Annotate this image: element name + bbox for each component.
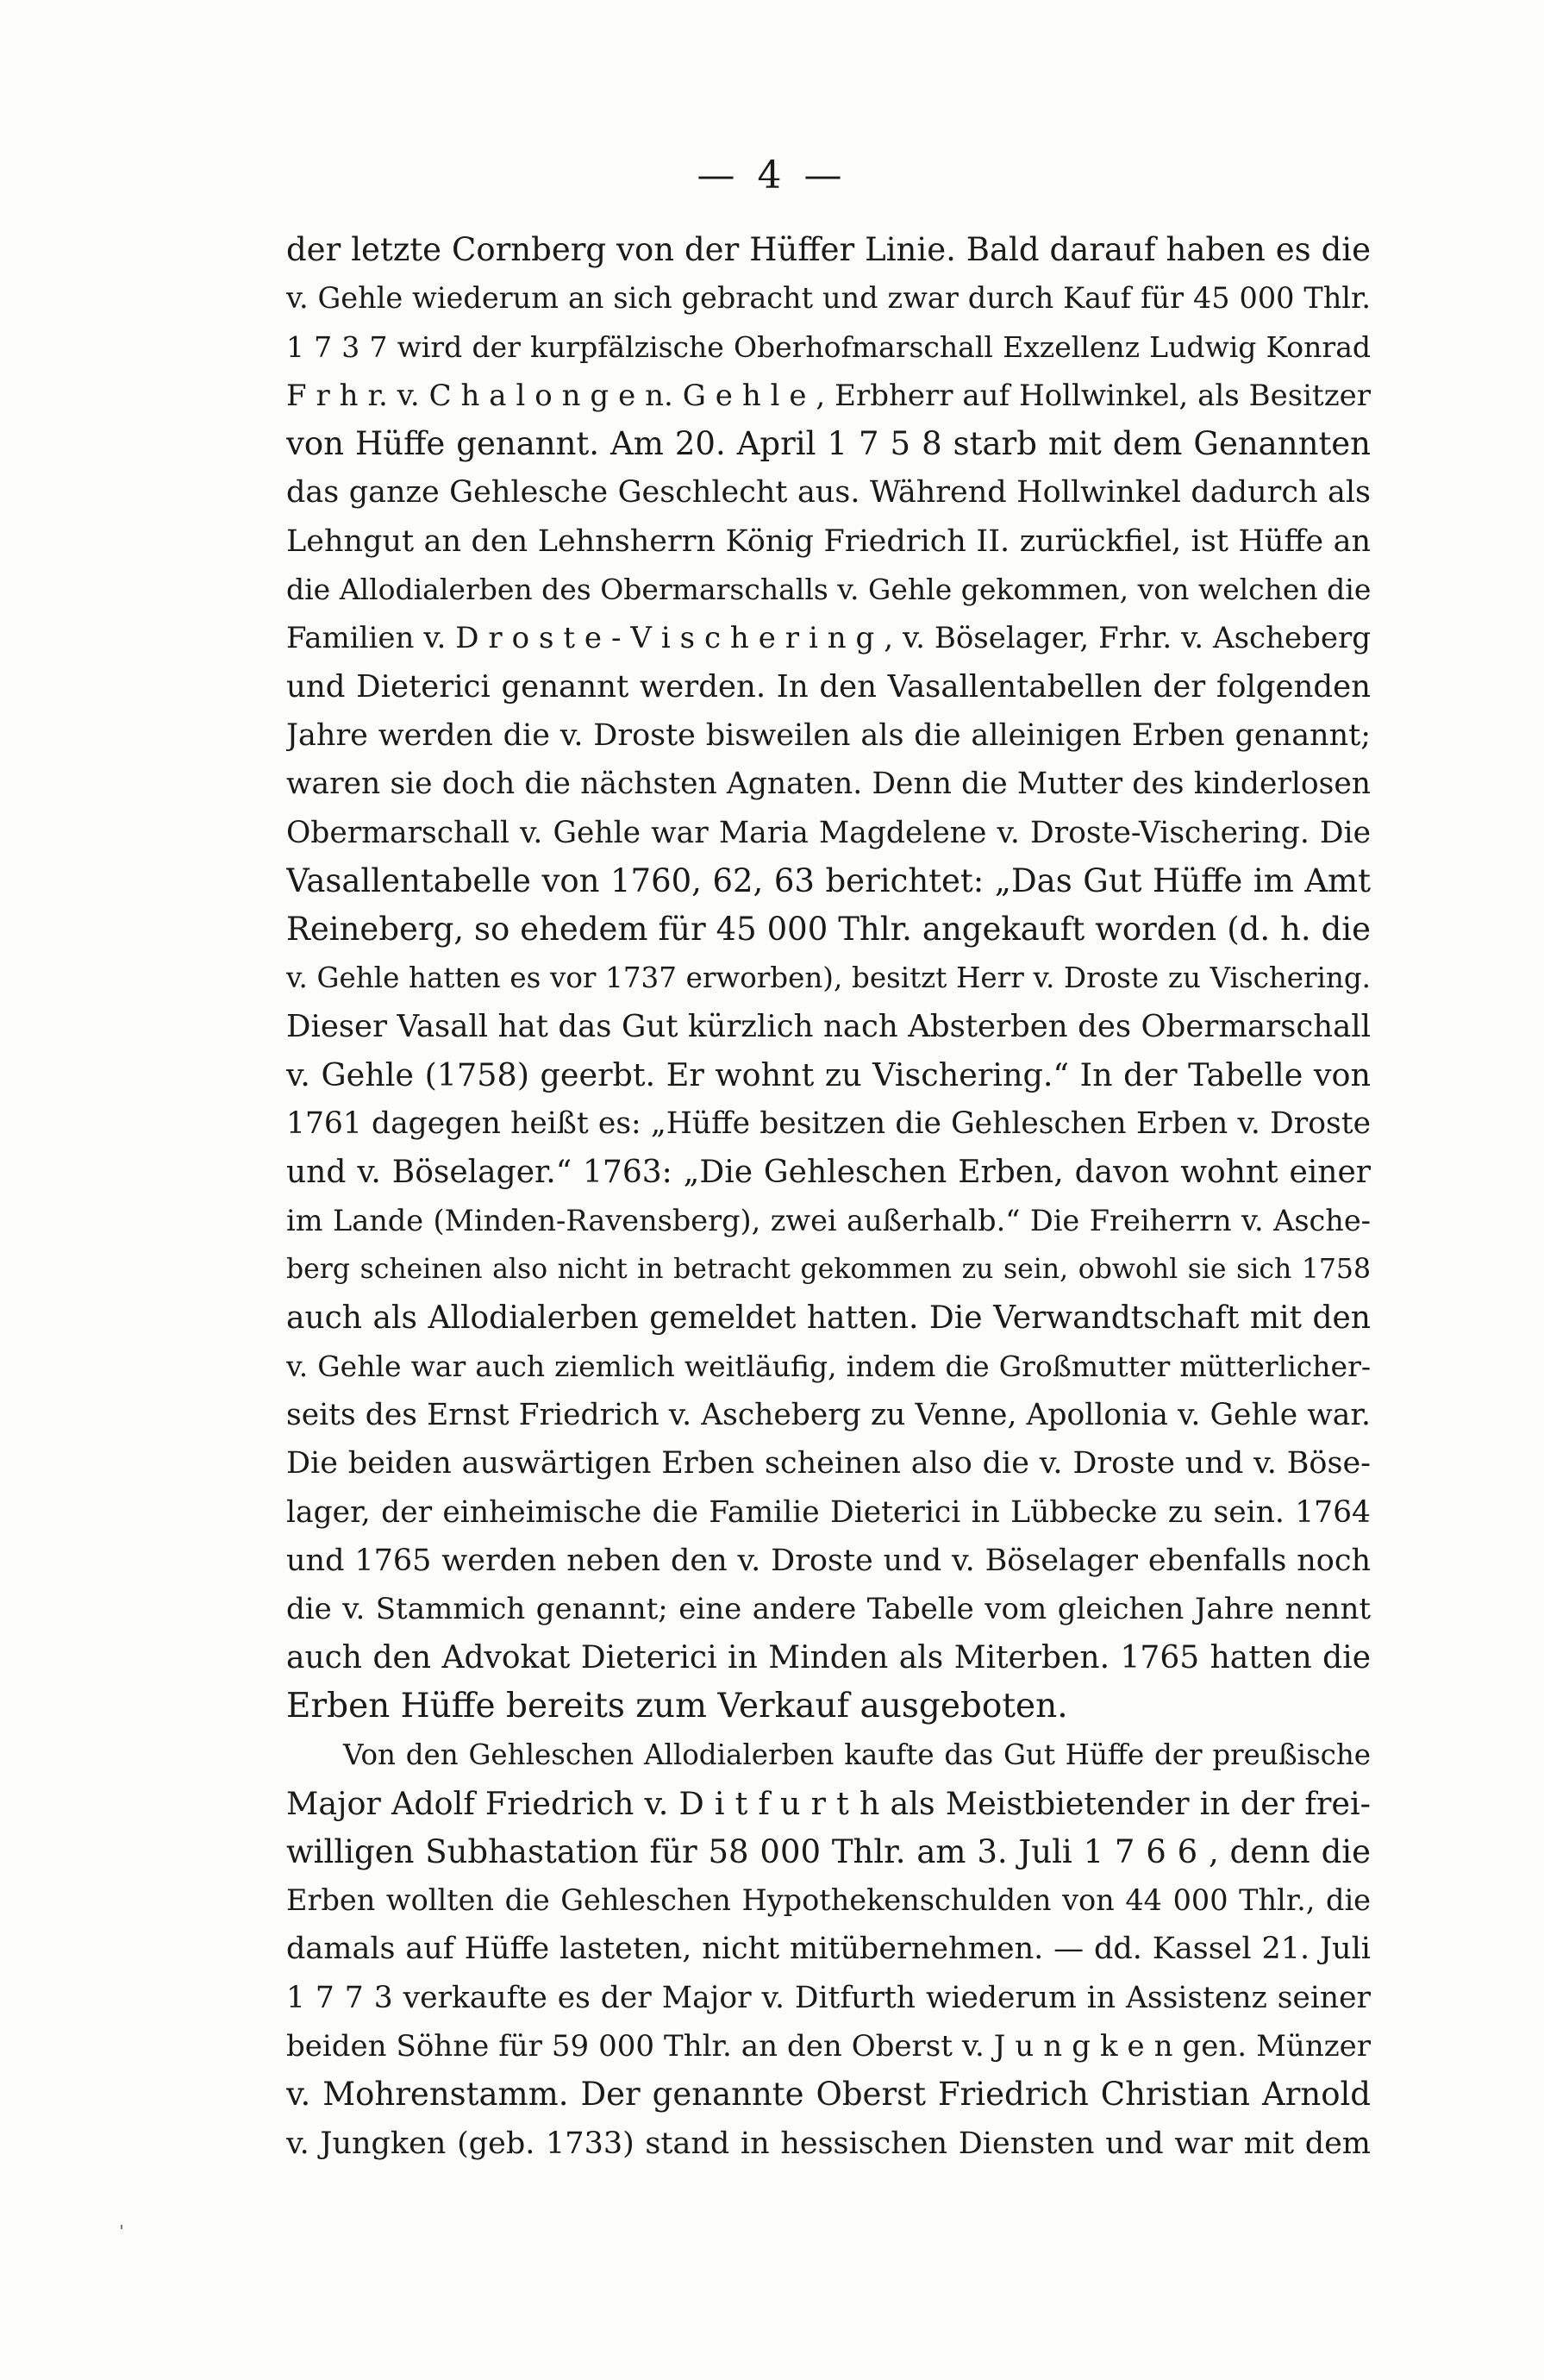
text-line: Die beiden auswärtigen Erben scheinen also die v. Droste und v. Böse-	[286, 1446, 1371, 1481]
text-line: die v. Stammich genannt; eine andere Tabelle vom gleichen Jahre nennt	[286, 1592, 1371, 1627]
text-line: Familien v. D r o s t e - V i s c h e r i n g , v. Böselager, Frhr. v. Ascheberg	[286, 621, 1371, 656]
text-line: berg scheinen also nicht in betracht gekommen zu sein, obwohl sie sich 1758	[286, 1254, 1371, 1286]
text-line: das ganze Gehlesche Geschlecht aus. Während Hollwinkel dadurch als	[286, 475, 1371, 510]
text-line: Jahre werden die v. Droste bisweilen als die alleinigen Erben genannt;	[286, 717, 1371, 753]
page-number: — 4 —	[697, 153, 847, 197]
text-line: v. Gehle (1758) geerbt. Er wohnt zu Vischering.“ In der Tabelle von	[286, 1056, 1371, 1094]
text-line: F r h r. v. C h a l o n g e n. G e h l e , Erbherr auf Hollwinkel, als Besitzer	[286, 378, 1371, 413]
text-line: im Lande (Minden-Ravensberg), zwei außerhalb.“ Die Freiherrn v. Asche-	[286, 1203, 1371, 1237]
text-line: waren sie doch die nächsten Agnaten. Denn die Mutter des kinderlosen	[286, 767, 1371, 802]
text-line: auch den Advokat Dieterici in Minden als Miterben. 1765 hatten die	[286, 1639, 1371, 1675]
text-line: und Dieterici genannt werden. In den Vasallentabellen der folgenden	[286, 668, 1371, 705]
text-line: v. Gehle wiederum an sich gebracht und zwar durch Kauf für 45 000 Thlr.	[286, 281, 1371, 316]
text-line: und 1765 werden neben den v. Droste und v. Böselager ebenfalls noch	[286, 1544, 1371, 1579]
text-line-paragraph-start: Von den Gehleschen Allodialerben kaufte das Gut Hüffe der preußische	[343, 1738, 1371, 1772]
body-text	[286, 226, 1371, 2168]
text-line: und v. Böselager.“ 1763: „Die Gehleschen Erben, davon wohnt einer	[286, 1154, 1371, 1190]
text-line: Major Adolf Friedrich v. D i t f u r t h als Meistbietender in der frei-	[286, 1784, 1371, 1822]
text-line: Dieser Vasall hat das Gut kürzlich nach Absterben des Obermarschall	[286, 1008, 1371, 1044]
text-line: v. Jungken (geb. 1733) stand in hessischen Diensten und war mit dem	[286, 2126, 1371, 2161]
text-line: 1761 dagegen heißt es: „Hüffe besitzen die Gehleschen Erben v. Droste	[286, 1106, 1371, 1142]
text-line: 1 7 7 3 verkaufte es der Major v. Ditfurth wiederum in Assistenz seiner	[286, 1980, 1371, 2015]
text-line: Reineberg, so ehedem für 45 000 Thlr. angekauft worden (d. h. die	[286, 911, 1371, 949]
text-line: Erben wollten die Gehleschen Hypothekenschulden von 44 000 Thlr., die	[286, 1883, 1371, 1918]
paper-speck	[121, 2225, 122, 2229]
text-line: auch als Allodialerben gemeldet hatten. Die Verwandtschaft mit den	[286, 1300, 1371, 1336]
text-line: der letzte Cornberg von der Hüffer Linie. Bald darauf haben es die	[286, 231, 1371, 268]
text-line: damals auf Hüffe lasteten, nicht mitübernehmen. — dd. Kassel 21. Juli	[286, 1932, 1371, 1967]
text-line: v. Mohrenstamm. Der genannte Oberst Friedrich Christian Arnold	[286, 2076, 1371, 2114]
text-line: v. Gehle hatten es vor 1737 erworben), besitzt Herr v. Droste zu Vischering.	[286, 961, 1371, 995]
text-line-paragraph-end: Erben Hüffe bereits zum Verkauf ausgeboten.	[286, 1686, 1068, 1726]
text-line: Lehngut an den Lehnsherrn König Friedrich II. zurückfiel, ist Hüffe an	[286, 523, 1371, 559]
text-line: von Hüffe genannt. Am 20. April 1 7 5 8 starb mit dem Genannten	[286, 425, 1371, 463]
text-line: v. Gehle war auch ziemlich weitläufig, indem die Großmutter mütterlicher-	[286, 1349, 1371, 1383]
text-line: Vasallentabelle von 1760, 62, 63 berichtet: „Das Gut Hüffe im Amt	[286, 861, 1371, 899]
text-line: willigen Subhastation für 58 000 Thlr. am 3. Juli 1 7 6 6 , denn die	[286, 1832, 1371, 1870]
text-line: beiden Söhne für 59 000 Thlr. an den Oberst v. J u n g k e n gen. Münzer	[286, 2028, 1371, 2064]
text-line: die Allodialerben des Obermarschalls v. Gehle gekommen, von welchen die	[286, 573, 1371, 607]
text-line: Obermarschall v. Gehle war Maria Magdelene v. Droste-Vischering. Die	[286, 815, 1371, 850]
text-line: 1 7 3 7 wird der kurpfälzische Oberhofmarschall Exzellenz Ludwig Konrad	[286, 329, 1371, 364]
text-line: seits des Ernst Friedrich v. Ascheberg zu Venne, Apollonia v. Gehle war.	[286, 1398, 1371, 1433]
text-line: lager, der einheimische die Familie Dieterici in Lübbecke zu sein. 1764	[286, 1494, 1371, 1530]
